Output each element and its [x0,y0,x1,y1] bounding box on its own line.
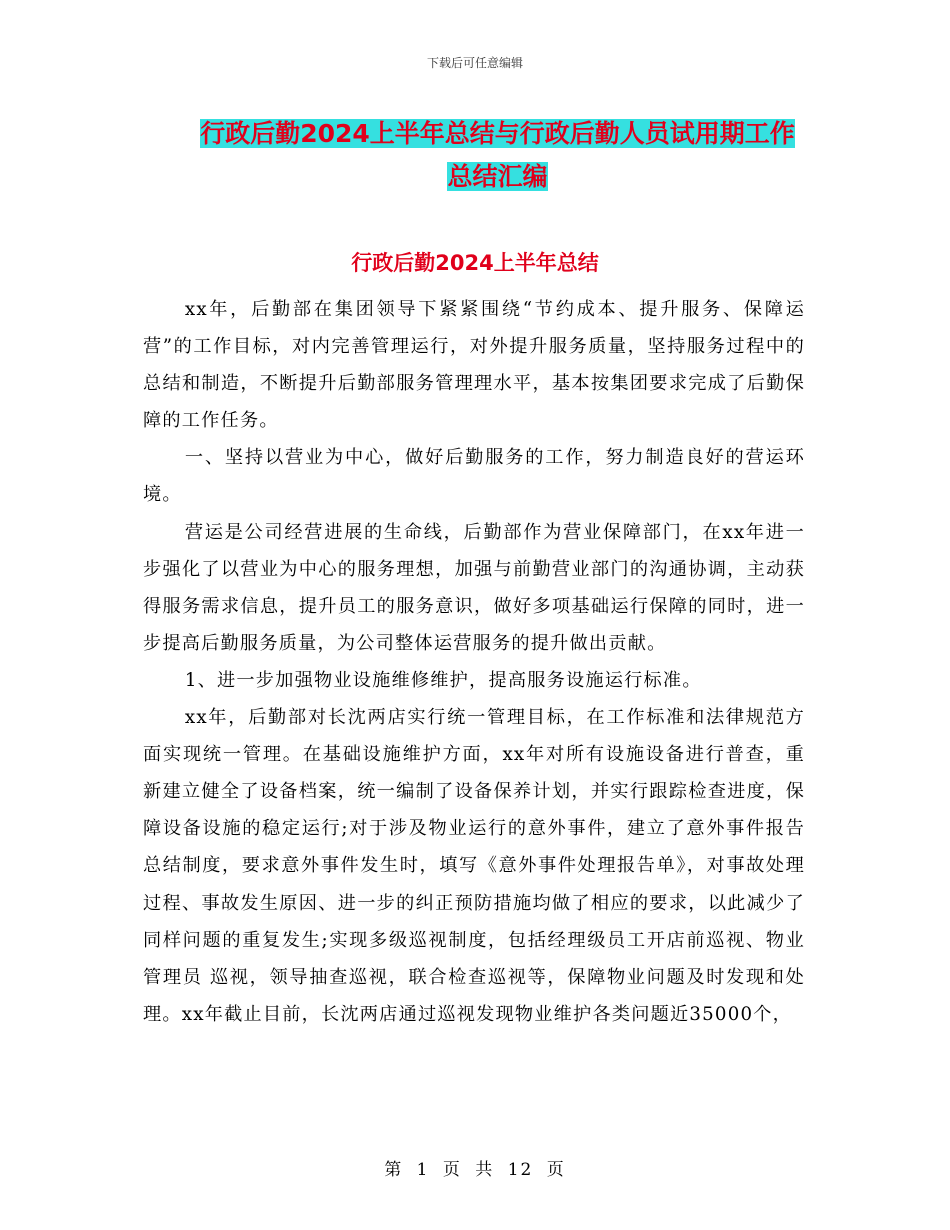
paragraph: xx年，后勤部在集团领导下紧紧围绕“节约成本、提升服务、保障运营”的工作目标，对内完善管理运行，对外提升服务质量，坚持服务过程中的总结和制造，不断提升后勤部服务管理理水平，基本按集团要求完成了后勤保障的工作任务。 [143,299,805,432]
document-title-line-2: 总结汇编 [447,162,548,191]
paragraph: 1、进一步加强物业设施维修维护，提高服务设施运行标准。 [184,669,702,691]
page-number-footer: 第 1 页 共 12 页 [384,1160,566,1180]
paragraph: 营运是公司经营进展的生命线，后勤部作为营业保障部门，在xx年进一步强化了以营业为中心的服务理想，加强与前勤营业部门的沟通协调，主动获得服务需求信息，提升员工的服务意识，做好多项基础运行保障的同时，进一步提高后勤服务质量，为公司整体运营服务的提升做出贡献。 [143,521,805,654]
header-note: 下载后可任意编辑 [426,56,523,70]
paragraph: xx年，后勤部对长沈两店实行统一管理目标，在工作标准和法律规范方面实现统一管理。在基础设施维护方面，xx年对所有设施设备进行普查，重新建立健全了设备档案，统一编制了设备保养计划，并实行跟踪检查进度，保障设备设施的稳定运行;对于涉及物业运行的意外事件，建立了意外事件报告总结制度，要求意外事件发生时，填写《意外事件处理报告单》，对事故处理过程、事故发生原因、进一步的纠正预防措施均做了相应的要求，以此减少了同样问题的重复发生;实现多级巡视制度，包括经理级员工开店前巡视、物业管理员 巡视，领导抽查巡视，联合检查巡视等，保障物业问题及时发现和处理。xx年截止目前，长沈两店通过巡视发现物业维护各类问题近35000个， [143,707,805,1025]
section-title: 行政后勤2024上半年总结 [351,251,599,275]
body-text [143,291,805,1033]
paragraph: 一、坚持以营业为中心，做好后勤服务的工作，努力制造良好的营运环境。 [143,447,805,506]
document-title [140,112,855,198]
document-title-line-1: 行政后勤2024上半年总结与行政后勤人员试用期工作 [200,119,795,148]
